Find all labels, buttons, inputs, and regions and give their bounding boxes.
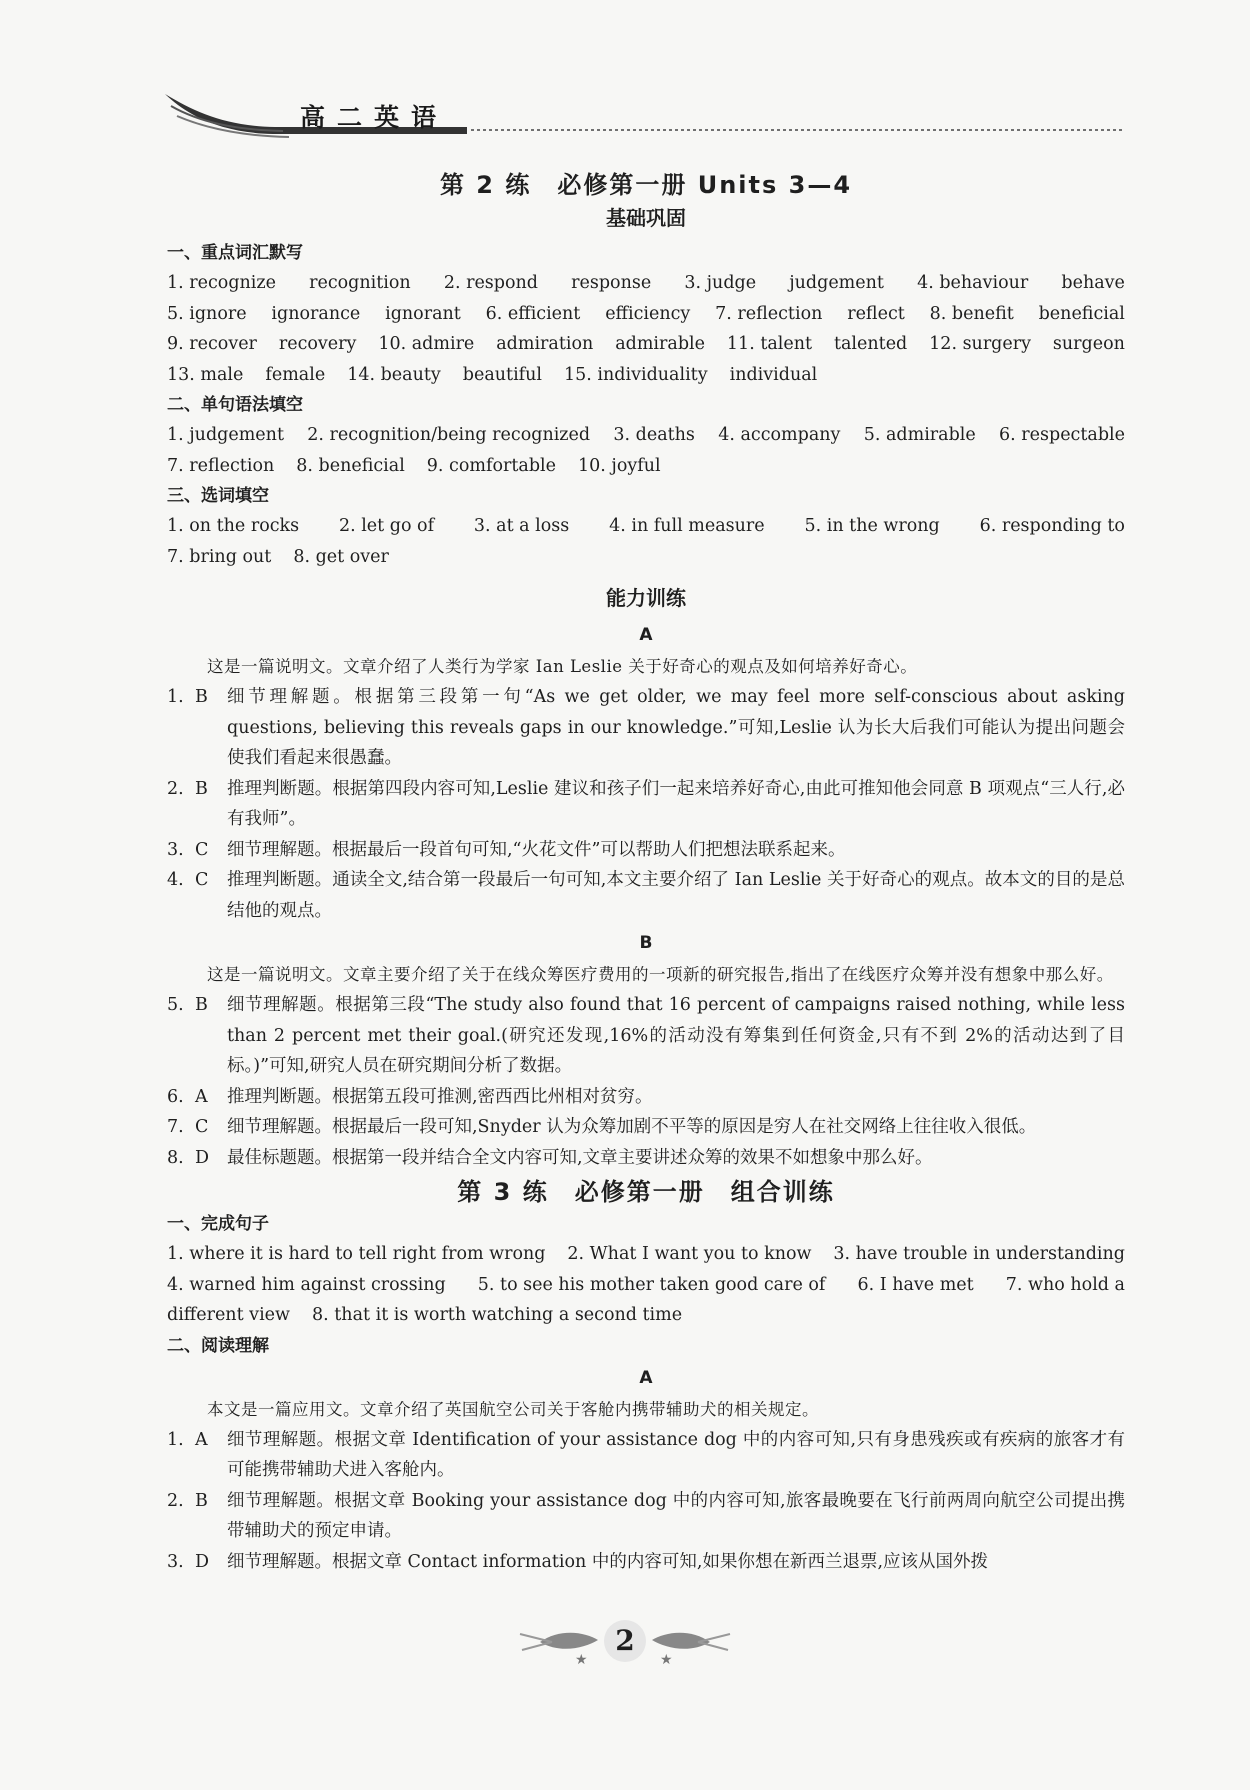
answer-letter: C — [195, 839, 209, 860]
answer-content — [167, 168, 1125, 1577]
answer-token: 5. in the wrong — [804, 516, 940, 536]
answer-token: recognition — [309, 273, 411, 293]
answer-token: 8. that it is worth watching a second time — [312, 1305, 683, 1325]
basic-consolidation-heading: 基础巩固 — [606, 206, 686, 230]
answer-explanation: 细节理解题。根据文章 Identification of your assistance dog 中的内容可知,只有身患残疾或有疾病的旅客才有可能携带辅助犬进入客舱内。 — [227, 1429, 1125, 1480]
phrase-fill-answers — [167, 511, 1125, 572]
answer-line — [167, 511, 1125, 542]
vocabulary-answers — [167, 268, 1125, 390]
answer-token: individual — [729, 364, 818, 385]
answer-item — [167, 1112, 1125, 1143]
answer-letter: B — [195, 687, 208, 707]
answer-token: 14. beauty — [347, 364, 441, 385]
answer-letter: A — [195, 1086, 208, 1107]
answer-letter: B — [195, 995, 208, 1015]
answer-token: recovery — [278, 334, 357, 354]
answer-token: efficiency — [605, 303, 691, 324]
answer-line — [167, 1300, 1125, 1331]
answer-line — [167, 420, 1125, 451]
answer-token: 7. who hold a — [1005, 1274, 1125, 1295]
answer-token: 2. respond — [443, 273, 539, 293]
answer-explanation: 细节理解题。根据最后一段首句可知,“火花文件”可以帮助人们把想法联系起来。 — [227, 839, 846, 860]
question-number: 3. — [167, 1551, 184, 1572]
page-header — [165, 92, 1125, 152]
answer-explanation: 细节理解题。根据文章 Booking your assistance dog 中的内容可知,旅客最晚要在飞行前两周向航空公司提出携带辅助犬的预定申请。 — [227, 1490, 1125, 1541]
answer-token: 2. let go of — [338, 516, 435, 536]
answer-token: 7. bring out — [167, 546, 272, 567]
answer-line — [167, 1239, 1125, 1270]
answer-token: 3. have trouble in understanding — [833, 1244, 1125, 1264]
passage-label: B — [639, 933, 653, 953]
answer-token: 3. at a loss — [473, 516, 570, 536]
question-number: 2. — [167, 1490, 184, 1511]
answer-item — [167, 1486, 1125, 1547]
answer-token: 6. responding to — [979, 516, 1125, 536]
section-heading: 二、阅读理解 — [167, 1335, 269, 1356]
answer-explanation: 细节理解题。根据最后一段可知,Snyder 认为众筹加剧不平等的原因是穷人在社交网络上往往收入很低。 — [227, 1117, 1037, 1137]
question-number: 2. — [167, 778, 184, 799]
question-number: 1. — [167, 687, 184, 707]
section-heading: 三、选词填空 — [167, 486, 269, 506]
answer-line — [167, 329, 1125, 360]
answer-token: 4. accompany — [718, 425, 841, 445]
section-heading: 一、重点词汇默写 — [167, 243, 303, 263]
answer-token: 5. ignore — [167, 303, 247, 324]
answer-letter: B — [195, 1490, 208, 1511]
answer-letter: D — [195, 1147, 210, 1168]
reading-a-answers — [167, 1425, 1125, 1578]
answer-token: female — [265, 364, 326, 385]
answer-token: ignorant — [385, 303, 461, 324]
answer-token: 10. admire — [378, 334, 475, 354]
answer-token: response — [571, 273, 652, 293]
passage-label: A — [639, 1367, 653, 1388]
sentence-completion-answers — [167, 1239, 1125, 1331]
answer-line — [167, 451, 1125, 482]
answer-explanation: 推理判断题。根据第四段内容可知,Leslie 建议和孩子们一起来培养好奇心,由此可推知他会同意 B 项观点“三人行,必有我师”。 — [227, 778, 1125, 829]
answer-line — [167, 268, 1125, 299]
answer-token: 4. behaviour — [917, 273, 1029, 293]
answer-token: admiration — [496, 334, 594, 354]
answer-token: 11. talent — [726, 334, 813, 354]
passage-a-answers — [167, 682, 1125, 926]
svg-text:★: ★ — [660, 1652, 673, 1668]
answer-token: 7. reflection — [715, 303, 823, 324]
answer-explanation: 细节理解题。根据第三段第一句“As we get older, we may feel more self-conscious about asking questions, believing this reveals gaps in our knowledge.”可知,Leslie 认为长大后我们可能认为提出问题会使我们看起来很愚蠢。 — [227, 687, 1125, 768]
answer-token: 10. joyful — [578, 455, 661, 476]
answer-token: 3. deaths — [613, 425, 695, 445]
answer-token: 6. I have met — [857, 1274, 974, 1295]
answer-item — [167, 1082, 1125, 1113]
answer-explanation: 细节理解题。根据第三段“The study also found that 16 percent of campaigns raised nothing, while less than 2 percent met their goal.(研究还发现,16%的活动没有筹集到任何资金,只有不到 2%的活动达到了目标。)”可知,研究人员在研究期间分析了数据。 — [227, 995, 1125, 1076]
answer-token: 2. What I want you to know — [567, 1244, 812, 1264]
answer-line — [167, 299, 1125, 330]
answer-token: 12. surgery — [929, 334, 1031, 354]
question-number: 5. — [167, 995, 184, 1015]
answer-item — [167, 835, 1125, 866]
answer-token: ignorance — [271, 303, 361, 324]
answer-token: 5. admirable — [863, 425, 976, 445]
answer-token: 4. warned him against crossing — [167, 1274, 446, 1295]
answer-token: 6. efficient — [485, 303, 581, 324]
answer-token: reflect — [847, 303, 905, 324]
passage-summary: 本文是一篇应用文。文章介绍了英国航空公司关于客舱内携带辅助犬的相关规定。 — [207, 1399, 819, 1419]
answer-token: 1. where it is hard to tell right from wrong — [167, 1244, 546, 1264]
answer-token: 15. individuality — [564, 364, 708, 385]
answer-token: 1. judgement — [167, 425, 284, 445]
ability-training-heading: 能力训练 — [606, 586, 686, 610]
answer-token: 13. male — [167, 364, 244, 385]
exercise-2-title: 第 2 练 必修第一册 Units 3—4 — [439, 171, 853, 199]
answer-token: 8. beneficial — [296, 455, 405, 476]
answer-item — [167, 990, 1125, 1082]
answer-token: 9. recover — [167, 334, 257, 354]
answer-explanation: 最佳标题题。根据第一段并结合全文内容可知,文章主要讲述众筹的效果不如想象中那么好。 — [227, 1147, 933, 1168]
passage-label: A — [639, 625, 653, 645]
answer-token: 6. respectable — [999, 425, 1125, 445]
answer-token: judgement — [789, 273, 884, 293]
question-number: 7. — [167, 1117, 184, 1137]
answer-line — [167, 542, 1125, 573]
svg-text:★: ★ — [575, 1652, 588, 1668]
section-heading: 二、单句语法填空 — [167, 395, 303, 415]
question-number: 3. — [167, 839, 184, 860]
answer-item — [167, 1547, 1125, 1578]
answer-token: 1. on the rocks — [167, 516, 300, 536]
answer-token: 2. recognition/being recognized — [307, 425, 591, 445]
answer-token: beautiful — [462, 364, 543, 385]
answer-item — [167, 1425, 1125, 1486]
question-number: 1. — [167, 1429, 184, 1450]
answer-token: 9. comfortable — [426, 455, 556, 476]
answer-token: beneficial — [1038, 303, 1125, 324]
passage-b-answers — [167, 990, 1125, 1173]
answer-token: 1. recognize — [167, 273, 276, 293]
answer-token: surgeon — [1052, 334, 1125, 354]
answer-letter: D — [195, 1551, 210, 1572]
answer-token: different view — [167, 1305, 290, 1325]
answer-letter: C — [195, 1117, 209, 1137]
answer-letter: B — [195, 778, 208, 799]
grammar-fill-answers — [167, 420, 1125, 481]
section-heading: 一、完成句子 — [167, 1214, 269, 1234]
answer-explanation: 推理判断题。根据第五段可推测,密西西比州相对贫穷。 — [227, 1086, 653, 1107]
answer-explanation: 细节理解题。根据文章 Contact information 中的内容可知,如果你想在新西兰退票,应该从国外拨 — [227, 1551, 989, 1572]
passage-summary: 这是一篇说明文。文章主要介绍了关于在线众筹医疗费用的一项新的研究报告,指出了在线医疗众筹并没有想象中那么好。 — [207, 965, 1114, 984]
answer-item — [167, 1143, 1125, 1174]
answer-token: talented — [833, 334, 908, 354]
answer-explanation: 推理判断题。通读全文,结合第一段最后一句可知,本文主要介绍了 Ian Leslie 关于好奇心的观点。故本文的目的是总结他的观点。 — [227, 870, 1125, 921]
answer-token: admirable — [615, 334, 705, 354]
answer-token: 4. in full measure — [609, 516, 765, 536]
answer-token: 8. get over — [293, 546, 389, 567]
passage-summary: 这是一篇说明文。文章介绍了人类行为学家 Ian Leslie 关于好奇心的观点及如何培养好奇心。 — [207, 657, 918, 676]
answer-letter: A — [195, 1429, 208, 1450]
answer-line — [167, 360, 1125, 391]
question-number: 6. — [167, 1086, 184, 1107]
answer-item — [167, 682, 1125, 774]
header-title: 高二英语 — [300, 103, 449, 132]
exercise-3-title: 第 3 练 必修第一册 组合训练 — [457, 1178, 835, 1206]
answer-line — [167, 1270, 1125, 1301]
page-number: 2 — [604, 1620, 646, 1662]
answer-token: behave — [1061, 273, 1125, 293]
answer-token: 3. judge — [684, 273, 757, 293]
answer-letter: C — [195, 870, 209, 890]
question-number: 8. — [167, 1147, 184, 1168]
answer-token: 8. benefit — [929, 303, 1014, 324]
question-number: 4. — [167, 870, 184, 890]
answer-item — [167, 774, 1125, 835]
answer-token: 7. reflection — [167, 455, 275, 476]
answer-token: 5. to see his mother taken good care of — [477, 1274, 826, 1295]
answer-item — [167, 865, 1125, 926]
